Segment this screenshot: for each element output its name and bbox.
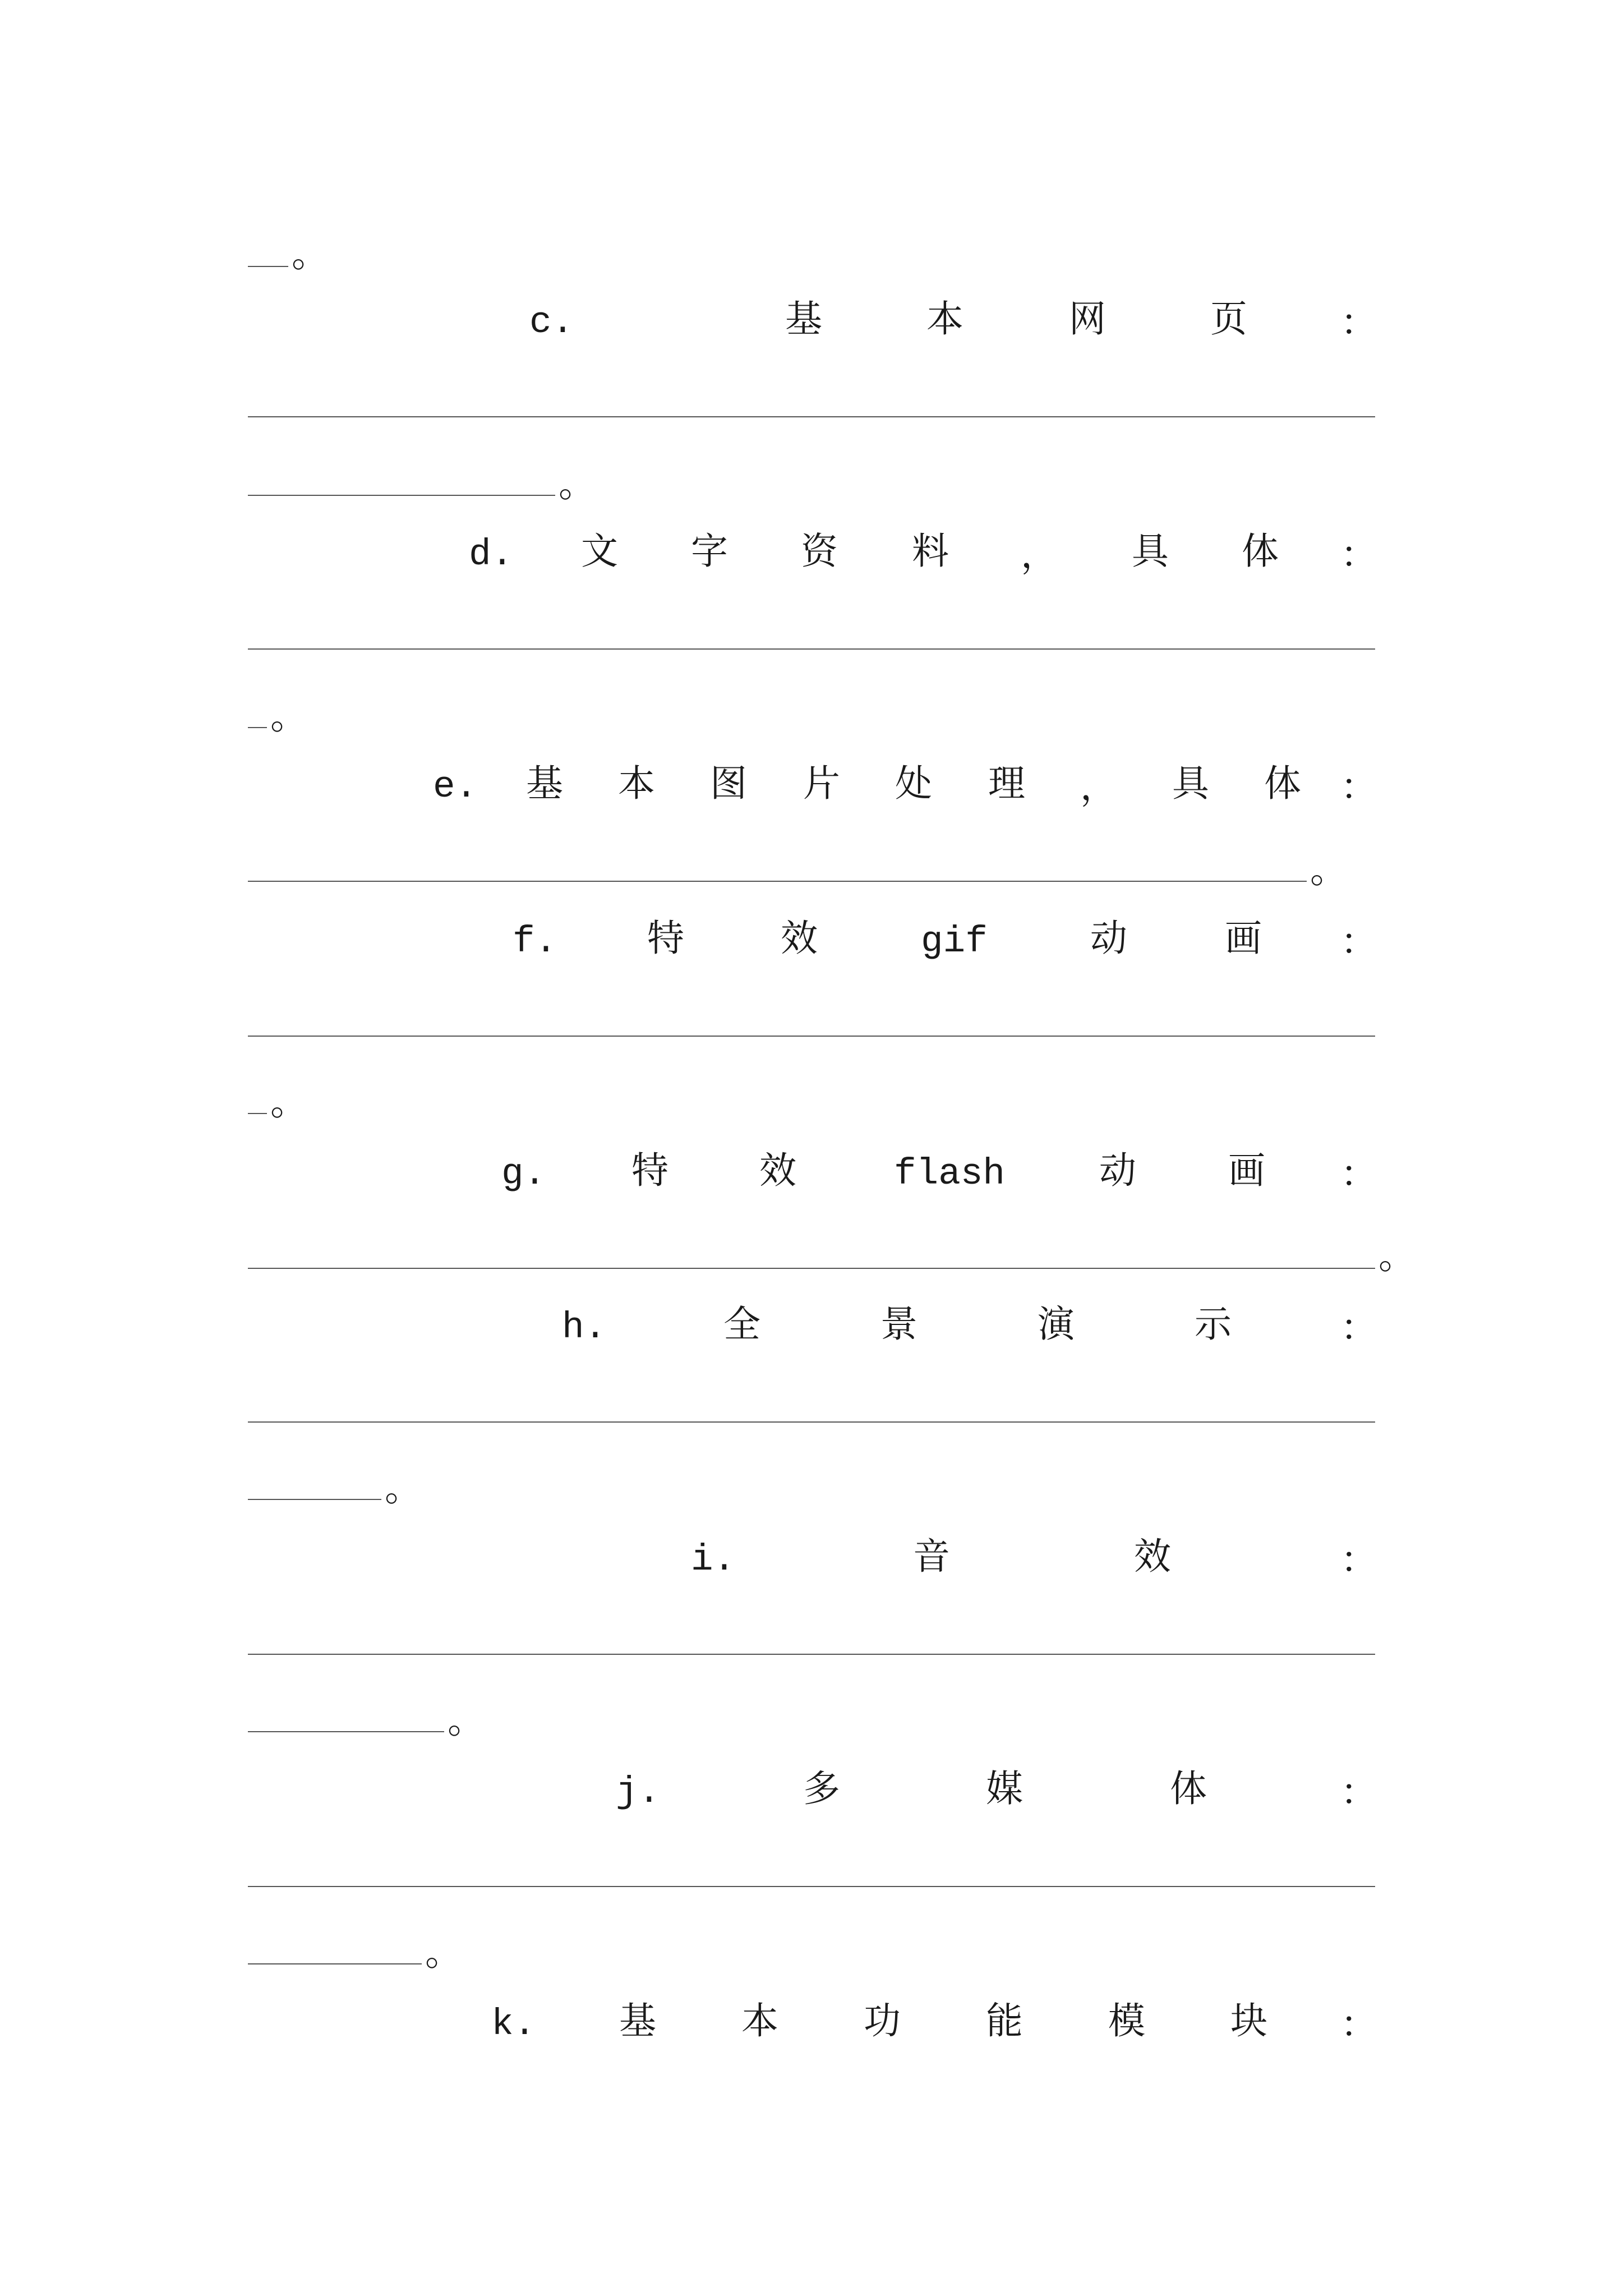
answer-blank-line[interactable]	[248, 881, 1307, 882]
period: 。	[1378, 1234, 1415, 1277]
item-colon: ：	[1340, 1152, 1377, 1195]
item-text-char: 特	[631, 1149, 668, 1192]
item-text-char: 基	[619, 1999, 656, 2042]
item-text-char: 本	[741, 1999, 778, 2042]
period: 。	[1310, 848, 1347, 891]
period: 。	[292, 232, 329, 275]
item-comma: ，	[1080, 765, 1117, 808]
item-text-char: 具	[1172, 762, 1209, 805]
answer-blank-line[interactable]	[248, 1036, 1375, 1037]
item-label: k.	[491, 2003, 536, 2045]
item-label: h.	[562, 1306, 607, 1349]
item-text-char: 多	[803, 1767, 840, 1810]
answer-blank-line[interactable]	[248, 727, 267, 728]
item-text-char: 本	[618, 762, 655, 805]
item-text-char: 特	[647, 917, 684, 960]
item-label: c.	[529, 301, 574, 343]
item-colon: ：	[1340, 765, 1377, 808]
answer-blank-line[interactable]	[248, 1113, 267, 1114]
item-colon: ：	[1340, 1770, 1377, 1814]
item-text-char: 景	[880, 1303, 917, 1346]
answer-blank-line[interactable]	[248, 1421, 1375, 1423]
answer-blank-line[interactable]	[248, 1731, 444, 1732]
item-text-char: 全	[723, 1303, 760, 1346]
answer-blank-line[interactable]	[248, 266, 288, 267]
item-text-char: 块	[1230, 1999, 1267, 2042]
answer-blank-line[interactable]	[248, 495, 555, 496]
item-text-char: 资	[801, 530, 838, 573]
item-text-char: 体	[1264, 762, 1301, 805]
item-text-char: 页	[1210, 297, 1247, 341]
item-colon: ：	[1340, 1538, 1377, 1581]
item-text-char: 片	[803, 762, 840, 805]
item-colon: ：	[1340, 2003, 1377, 2046]
item-colon: ：	[1340, 920, 1377, 963]
answer-blank-line[interactable]	[248, 416, 1375, 417]
item-text-char: 处	[895, 762, 932, 805]
item-text-char: 动	[1099, 1149, 1136, 1192]
period: 。	[385, 1466, 422, 1510]
item-text-char: 文	[581, 530, 618, 573]
item-text-char: 功	[864, 1999, 901, 2042]
item-label: f.	[513, 921, 557, 963]
period: 。	[448, 1699, 485, 1742]
period: 。	[270, 694, 307, 738]
item-text-char: 理	[988, 762, 1025, 805]
item-label: d.	[469, 533, 514, 576]
period: 。	[559, 462, 596, 505]
item-label: g.	[501, 1153, 546, 1195]
item-text-char: 基	[526, 762, 563, 805]
item-label: e.	[433, 766, 478, 808]
answer-blank-line[interactable]	[248, 1654, 1375, 1655]
item-text-word: flash	[894, 1153, 1006, 1195]
answer-blank-line[interactable]	[248, 648, 1375, 650]
item-text-char: 基	[785, 297, 822, 341]
answer-blank-line[interactable]	[248, 1499, 381, 1500]
item-colon: ：	[1340, 301, 1377, 344]
period: 。	[425, 1931, 462, 1974]
item-text-char: 能	[986, 1999, 1023, 2042]
item-text-char: 字	[691, 530, 728, 573]
item-text-char: 本	[926, 297, 963, 341]
item-text-char: 体	[1170, 1767, 1207, 1810]
item-text-char: 体	[1242, 530, 1279, 573]
item-colon: ：	[1340, 533, 1377, 576]
answer-blank-line[interactable]	[248, 1963, 422, 1964]
item-comma: ，	[1021, 533, 1058, 576]
item-colon: ：	[1340, 1306, 1377, 1349]
item-text-char: 效	[1134, 1535, 1171, 1578]
period: 。	[270, 1080, 307, 1124]
item-label: i.	[691, 1539, 736, 1581]
item-label: j.	[616, 1771, 661, 1813]
item-text-char: 动	[1090, 917, 1127, 960]
item-text-word: gif	[921, 921, 988, 963]
item-text-char: 图	[710, 762, 747, 805]
item-text-char: 音	[913, 1535, 950, 1578]
item-text-char: 媒	[986, 1767, 1023, 1810]
item-text-char: 模	[1108, 1999, 1145, 2042]
item-text-char: 演	[1038, 1303, 1075, 1346]
item-text-char: 效	[781, 917, 818, 960]
answer-blank-line[interactable]	[248, 1886, 1375, 1887]
item-text-char: 料	[912, 530, 949, 573]
answer-blank-line[interactable]	[248, 1268, 1375, 1269]
item-text-char: 示	[1195, 1303, 1232, 1346]
item-text-char: 画	[1228, 1149, 1265, 1192]
item-text-char: 画	[1225, 917, 1262, 960]
item-text-char: 具	[1132, 530, 1169, 573]
item-text-char: 效	[759, 1149, 796, 1192]
item-text-char: 网	[1069, 297, 1106, 341]
